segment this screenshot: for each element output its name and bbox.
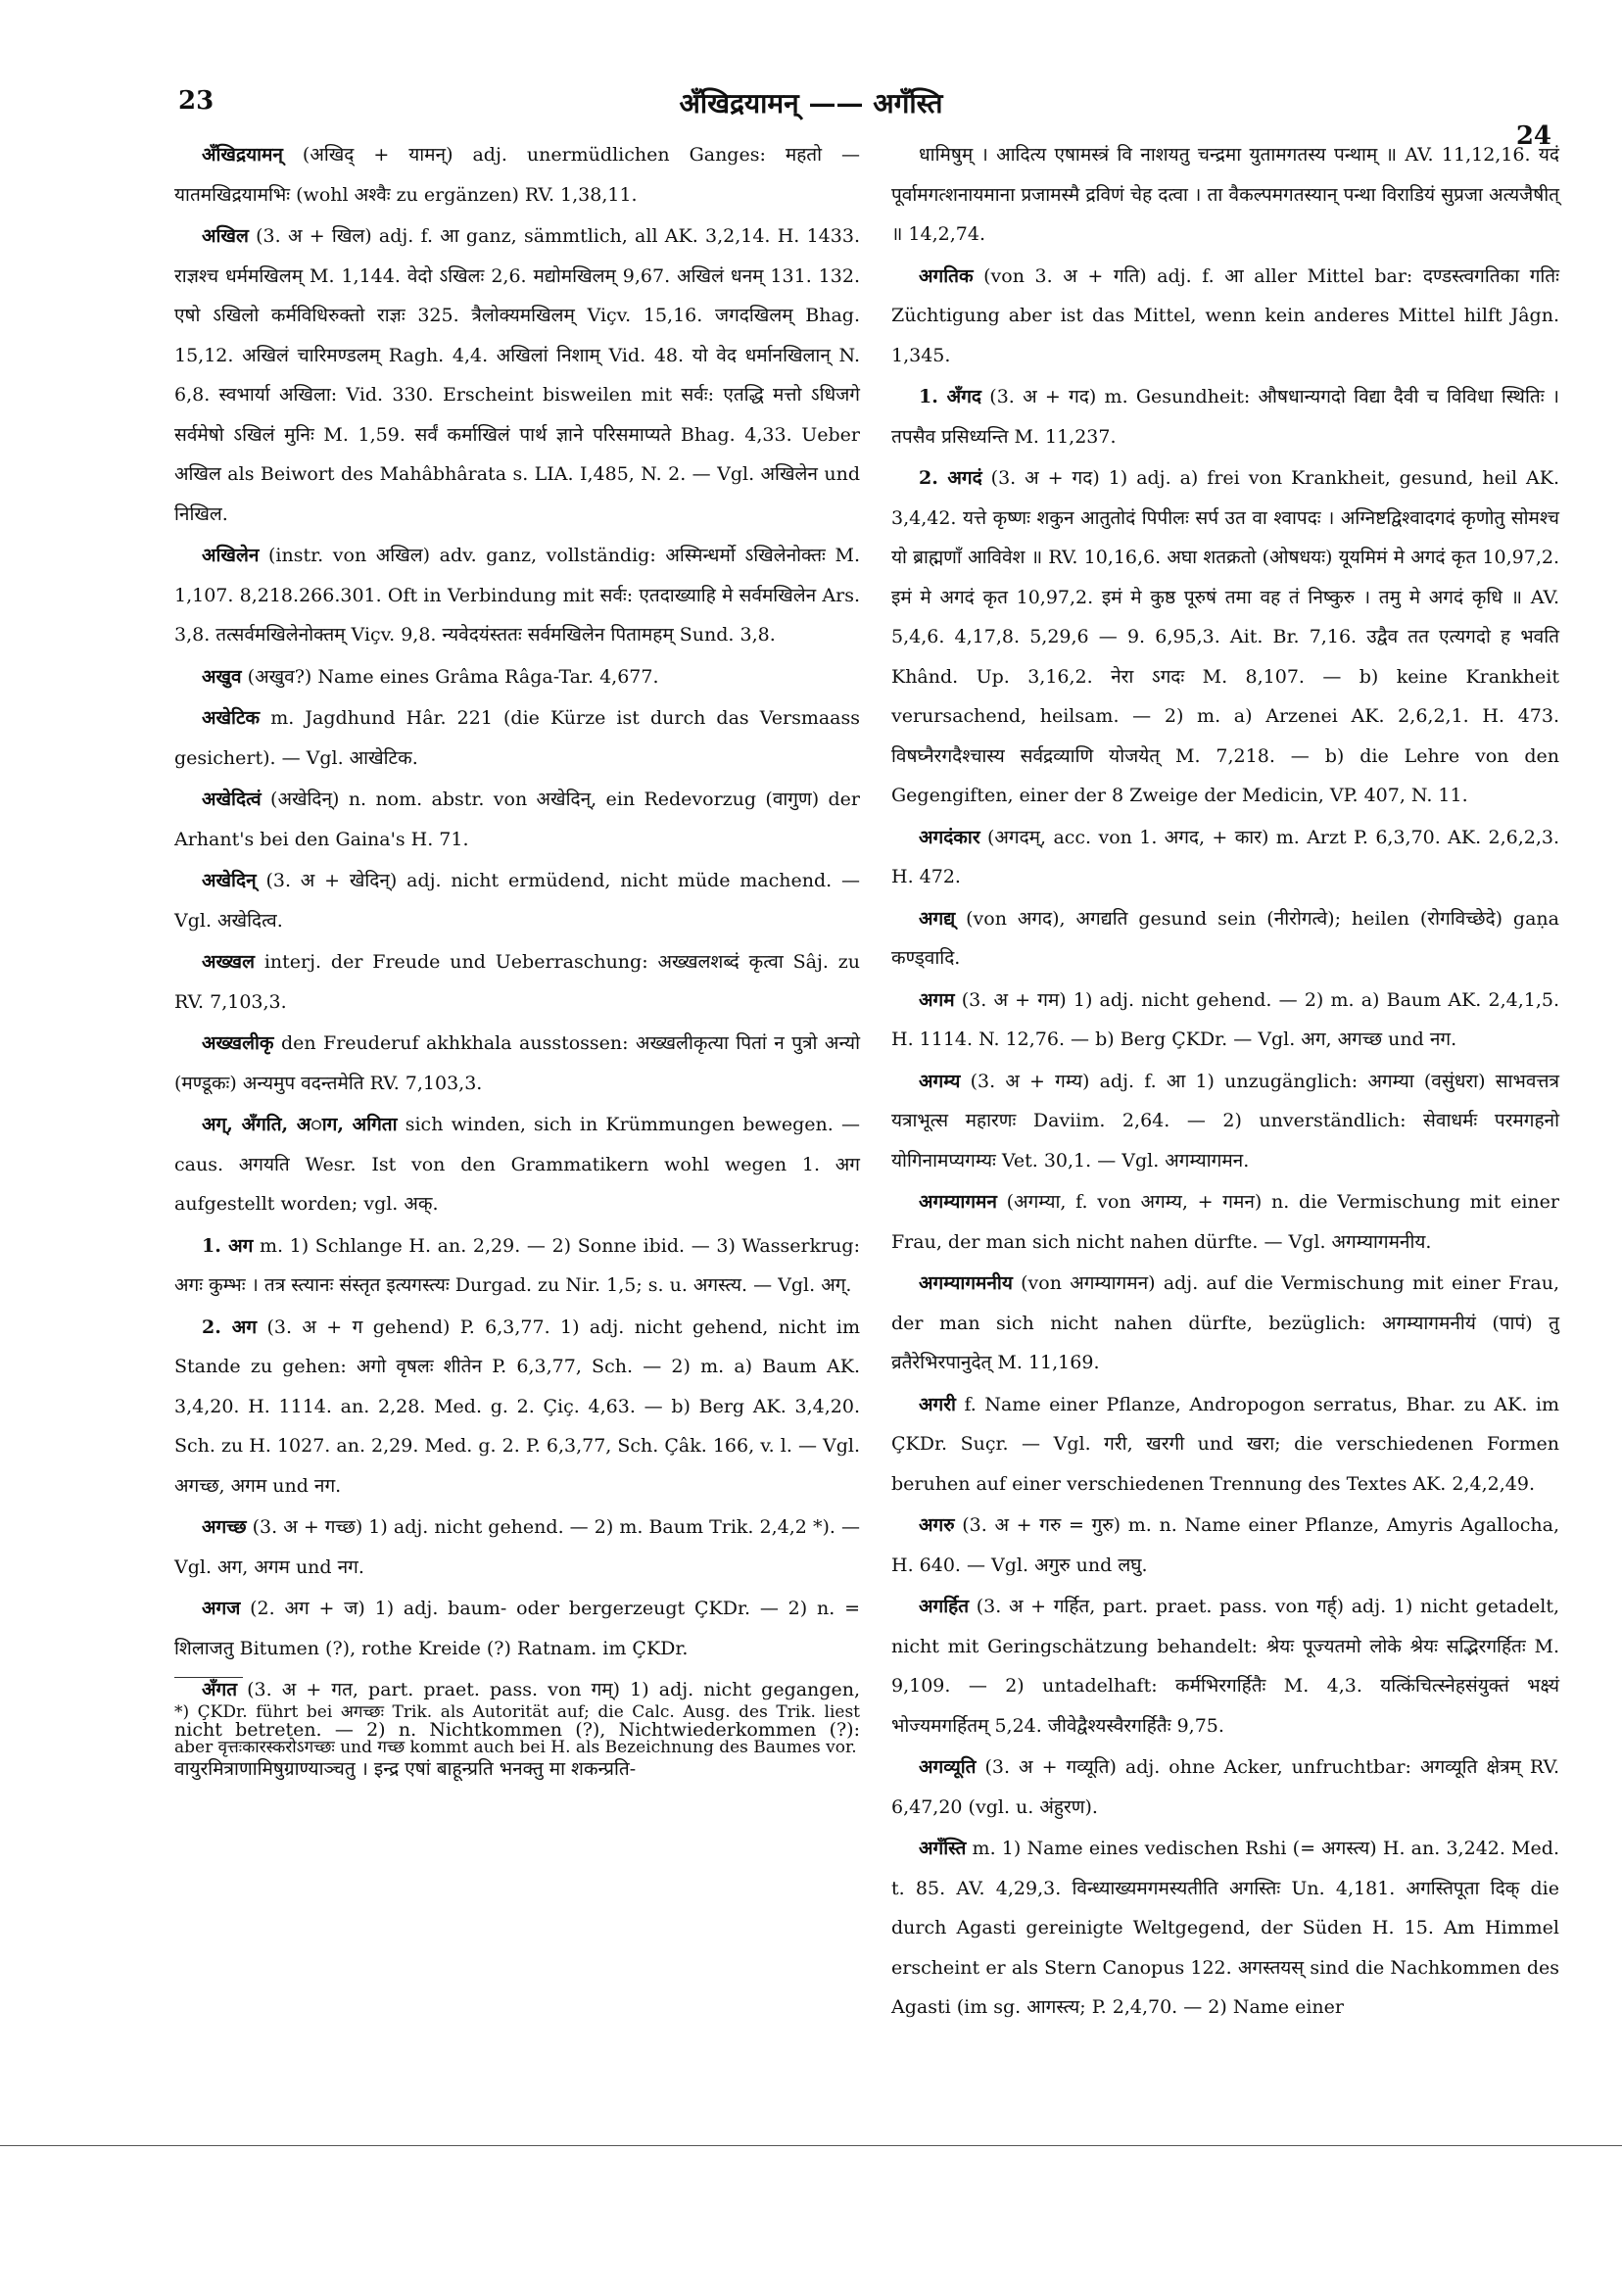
dictionary-entry <box>174 135 860 215</box>
entry-headword: अगम्यागमनीय <box>919 1272 1013 1294</box>
entry-headword: 2. अग <box>202 1315 258 1338</box>
dictionary-entry <box>891 458 1559 816</box>
dictionary-entry <box>891 1747 1559 1827</box>
entry-headword: अगतिक <box>919 264 974 287</box>
entry-headword: अखुव <box>202 665 242 688</box>
entry-headword: अगर्हित <box>919 1596 970 1617</box>
entry-text: (3. अ + गत, part. praet. pass. von गम्) 1) adj. nicht gegangen, nicht betreten. — 2) n. Nichtkommen (?), Nichtwiederkommen (?): वायुरमित्राणामिषुग्राण्याञ्चतु । इन्द्र एषां बाहून्प्रति भनक्तु मा शकन्प्रति- <box>174 1679 860 1780</box>
entry-text: f. Name einer Pflanze, Andropogon serratus, Bhar. zu AK. im ÇKDr. Suçr. — Vgl. गरी, खरगी und खरा; die verschiedenen Formen beruhen auf einer verschiedenen Trennung des Textes AK. 2,4,2,49. <box>891 1393 1559 1495</box>
dictionary-entry <box>174 1105 860 1224</box>
right-column <box>891 135 1559 2030</box>
dictionary-entry <box>174 1308 860 1507</box>
entry-text: (von 3. अ + गति) adj. f. आ aller Mittel bar: दण्डस्त्वगतिका गतिः Züchtigung aber ist das Mittel, wenn kein anderes Mittel hilft Jâgn. 1,345. <box>891 264 1559 366</box>
dictionary-entry <box>891 899 1559 979</box>
entry-text: (3. अ + गव्यूति) adj. ohne Acker, unfruchtbar: अगव्यूति क्षेत्रम् RV. 6,47,20 (vgl. u. अंहुरण). <box>891 1756 1559 1818</box>
entry-text: (अगम्या, f. von अगम्य, + गमन) n. die Vermischung mit einer Frau, der man sich nicht nahen dürfte. — Vgl. अगम्यागमनीय. <box>891 1191 1559 1253</box>
entry-text: (3. अ + खेदिन्) adj. nicht ermüdend, nicht müde machend. — Vgl. अखेदित्व. <box>174 870 860 932</box>
entry-text: (अखुव?) Name eines Grâma Râga-Tar. 4,677. <box>247 665 659 688</box>
entry-text: (instr. von अखिल) adv. ganz, vollständig: अस्मिन्धर्मो ऽखिलेनोक्तः M. 1,107. 8,218.266.301. Oft in Verbindung mit सर्वः: एतदाख्याहि मे सर्वमखिलेन Ars. 3,8. तत्सर्वमखिलेनोक्तम् Viçv. 9,8. न्यवेदयंस्ततः सर्वमखिलेन पितामहम् Sund. 3,8. <box>174 545 860 646</box>
left-column <box>174 135 860 1792</box>
dictionary-entry <box>891 1264 1559 1383</box>
entry-headword: अग्, अँगति, अाग, अगिता <box>202 1114 398 1135</box>
footnote-rule <box>174 1677 243 1678</box>
entry-text: (3. अ + गर्हित, part. praet. pass. von गर्ह्) adj. 1) nicht getadelt, nicht mit Geringschätzung behandelt: श्रेयः पूज्यतमो लोके श्रेयः सद्भिरगर्हितः M. 9,109. — 2) untadelhaft: कर्मभिरगर्हितैः M. 4,3. यत्किंचित्स्नेहसंयुक्तं भक्ष्यं भोज्यमगर्हितम् 5,24. जीवेद्वैश्यस्वैरगर्हितैः 9,75. <box>891 1596 1559 1737</box>
entry-headword: अखेदिन् <box>202 870 257 891</box>
page-number-left: 23 <box>178 86 215 116</box>
dictionary-entry <box>174 780 860 859</box>
dictionary-entry <box>174 1226 860 1306</box>
entry-headword: अगद्य् <box>919 907 956 930</box>
entry-headword: अगँस्ति <box>919 1838 967 1859</box>
entry-text: m. 1) Name eines vedischen Rshi (= अगस्त्य) H. an. 3,242. Med. t. 85. AV. 4,29,3. विन्ध्याख्यमगमस्यतीति अगस्तिः Un. 4,181. अगस्तिपूता दिक् die durch Agasti gereinigte Weltgegend, der Süden H. 15. Am Himmel erscheint er als Stern Canopus 122. अगस्तयस् sind die Nachkommen des Agasti (im sg. आगस्त्य; P. 2,4,70. — 2) Name einer <box>891 1838 1559 2018</box>
page-bottom-rule <box>0 2145 1622 2146</box>
dictionary-entry <box>891 1506 1559 1585</box>
entry-headword: अगरी <box>919 1393 956 1415</box>
entry-text: interj. der Freude und Ueberraschung: अख्खलशब्दं कृत्वा Sâj. zu RV. 7,103,3. <box>174 951 860 1013</box>
dictionary-entry <box>891 377 1559 456</box>
entry-headword: अगरु <box>919 1514 955 1536</box>
entry-headword: 1. अँगद <box>919 386 981 407</box>
dictionary-entry <box>174 657 860 697</box>
entry-text: (von अगद), अगद्यति gesund sein (नीरोगत्वे); heilen (रोगविच्छेदे) gaṇa कण्ड्वादि. <box>891 907 1559 969</box>
entry-text: (3. अ + गम) 1) adj. nicht gehend. — 2) m. a) Baum AK. 2,4,1,5. H. 1114. N. 12,76. — b) Berg ÇKDr. — Vgl. अग, अगच्छ und नग. <box>891 988 1559 1050</box>
entry-headword: अखेदित्वं <box>202 789 262 810</box>
entry-headword: अँखिद्रयामन् <box>202 144 283 166</box>
entry-headword: अँगत <box>202 1679 238 1700</box>
entry-text: (अखेदिन्) n. nom. abstr. von अखेदिन्, ein Redevorzug (वागुण) der Arhant's bei den Gaina's H. 71. <box>174 789 860 850</box>
entry-text: sich winden, sich in Krümmungen bewegen. — caus. अगयति Wesr. Ist von den Grammatikern wohl wegen 1. अग aufgestellt worden; vgl. अक्. <box>174 1114 860 1215</box>
running-header-title: अँखिद्रयामन् —— अगँस्ति <box>679 87 943 120</box>
entry-headword: 1. अग <box>202 1234 254 1257</box>
dictionary-entry <box>891 135 1559 255</box>
entry-headword: अख्खल <box>202 951 255 973</box>
entry-text: (von अगम्यागमन) adj. auf die Vermischung mit einer Frau, der man sich nicht nahen dürfte, bezüglich: अगम्यागमनीयं (पापं) तु व्रतैरेभिरपानुदेत् M. 11,169. <box>891 1272 1559 1373</box>
entry-text: (3. अ + ग gehend) P. 6,3,77. 1) adj. nicht gehend, nicht im Stande zu gehen: अगो वृषलः शीतेन P. 6,3,77, Sch. — 2) m. a) Baum AK. 3,4,20. H. 1114. an. 2,28. Med. g. 2. Çiç. 4,63. — b) Berg AK. 3,4,20. Sch. zu H. 1027. an. 2,29. Med. g. 2. P. 6,3,77, Sch. Çâk. 166, v. l. — Vgl. अगच्छ, अगम und नग. <box>174 1315 860 1497</box>
entry-headword: अगम <box>919 988 955 1011</box>
entry-headword: अगम्यागमन <box>919 1191 997 1213</box>
dictionary-entry <box>174 536 860 655</box>
entry-headword: अगम्य <box>919 1070 961 1092</box>
entry-headword: अगच्छ <box>202 1516 247 1538</box>
dictionary-entry <box>174 942 860 1022</box>
entry-text: (अगदम्, acc. von 1. अगद, + कार) m. Arzt P. 6,3,70. AK. 2,6,2,3. H. 472. <box>891 826 1560 887</box>
dictionary-entry <box>174 1024 860 1103</box>
footnote: *) ÇKDr. führt bei अगच्छः Trik. als Autorität auf; die Calc. Ausg. des Trik. liest aber वृत्तःकारस्करोऽगच्छः und गच्छ kommt auch bei H. als Bezeichnung des Baumes vor. <box>174 1702 860 1757</box>
entry-text: (अखिद् + यामन्) adj. unermüdlichen Ganges: महतो — यातमखिद्रयामभिः (wohl अश्वैः zu ergänzen) RV. 1,38,11. <box>174 144 861 206</box>
entry-text: (2. अग + ज) 1) adj. baum- oder bergerzeugt ÇKDr. — 2) n. = शिलाजतु Bitumen (?), rothe Kreide (?) Ratnam. im ÇKDr. <box>174 1598 860 1659</box>
dictionary-entry <box>891 1062 1559 1181</box>
entry-headword: अखिल <box>202 225 249 247</box>
dictionary-entry <box>891 1385 1559 1505</box>
dictionary-entry <box>174 1507 860 1587</box>
entry-headword: अखिलेन <box>202 545 260 566</box>
dictionary-entry <box>174 216 860 534</box>
dictionary-entry <box>891 257 1559 376</box>
entry-headword: अगज <box>202 1598 241 1619</box>
dictionary-entry <box>891 818 1559 897</box>
entry-headword: अगदंकार <box>919 826 980 848</box>
dictionary-entry <box>891 1587 1559 1746</box>
dictionary-entry <box>174 1589 860 1668</box>
dictionary-entry <box>174 861 860 940</box>
entry-text: (3. अ + खिल) adj. f. आ ganz, sämmtlich, all AK. 3,2,14. H. 1433. राज्ञश्च धर्ममखिलम् M. 1,144. वेदो ऽखिलः 2,6. मद्योमखिलम् 9,67. अखिलं धनम् 131. 132. एषो ऽखिलो कर्मविधिरुक्तो राज्ञः 325. त्रैलोक्यमखिलम् Viçv. 15,16. जगदखिलम् Bhag. 15,12. अखिलं चारिमण्डलम् Ragh. 4,4. अखिलां निशाम् Vid. 48. यो वेद धर्मानखिलान् N. 6,8. स्वभार्या अखिला: Vid. 330. Erscheint bisweilen mit सर्वः: एतद्धि मत्तो ऽधिजगे सर्वमेषो ऽखिलं मुनिः M. 1,59. सर्वं कर्माखिलं पार्थ ज्ञाने परिसमाप्यते Bhag. 4,33. Ueber अखिल als Beiwort des Mahâbhârata s. LIA. I,485, N. 2. — Vgl. अखिलेन und निखिल. <box>174 225 860 525</box>
entry-text: (3. अ + गरु = गुरु) m. n. Name einer Pflanze, Amyris Agallocha, H. 640. — Vgl. अगुरु und लघु. <box>891 1514 1560 1576</box>
entry-headword: अखेटिक <box>202 707 261 729</box>
entry-text: (3. अ + गद) 1) adj. a) frei von Krankheit, gesund, heil AK. 3,4,42. यत्ते कृष्णः शकुन आतुतोदं पिपीलः सर्प उत वा श्वापदः । अग्निष्टद्विश्वादगदं कृणोतु सोमश्च यो ब्राह्मणाँ आविवेश ॥ RV. 10,16,6. अघा शतक्रतो (ओषधयः) यूयमिमं मे अगदं कृत 10,97,2. इमं मे अगदं कृत 10,97,2. इमं मे कुष्ठ पूरुषं तमा वह तं निष्कुरु । तमु मे अगदं कृधि ॥ AV. 5,4,6. 4,17,8. 5,29,6 — 9. 6,95,3. Ait. Br. 7,16. उद्वैव तत एत्यगदो ह भवति Khând. Up. 3,16,2. नेरा ऽगदः M. 8,107. — b) keine Krankheit verursachend, heilsam. — 2) m. a) Arzenei AK. 2,6,2,1. H. 473. विषघ्नैरगदैश्चास्य सर्वद्रव्याणि योजयेत् M. 7,218. — b) die Lehre von den Gegengiften, einer der 8 Zweige der Medicin, VP. 407, N. 11. <box>891 467 1559 806</box>
entry-text: (3. अ + गच्छ) 1) adj. nicht gehend. — 2) m. Baum Trik. 2,4,2 *). — Vgl. अग, अगम und नग. <box>174 1516 860 1578</box>
dictionary-entry <box>891 981 1559 1060</box>
dictionary-entry <box>891 1182 1559 1262</box>
entry-text: धामिषुम् । आदित्य एषामस्त्रं वि नाशयतु चन्द्रमा युतामगतस्य पन्थाम् ॥ AV. 11,12,16. यदं पूर्वामगत्शनायमाना प्रजामस्मै द्रविणं चेह दत्वा । ता वैकल्पमगतस्यान् पन्था विराडियं सुप्रजा अत्यजैषीत् ॥ 14,2,74. <box>891 144 1559 245</box>
page-number-right: 24 <box>1515 121 1551 151</box>
entry-headword: अगव्यूति <box>919 1756 977 1778</box>
dictionary-entry <box>174 698 860 778</box>
entry-text: den Freuderuf akhkhala ausstossen: अख्खलीकृत्या पितां न पुत्रो अन्यो (मण्डूकः) अन्यमुप वदन्तमेति RV. 7,103,3. <box>174 1032 860 1094</box>
entry-text: (3. अ + गम्य) adj. f. आ 1) unzugänglich: अगम्या (वसुंधरा) साभवत्तत्र यत्राभूत्स महारणः Daviim. 2,64. — 2) unverständlich: सेवाधर्मः परमगहनो योगिनामप्यगम्यः Vet. 30,1. — Vgl. अगम्यागमन. <box>891 1070 1559 1172</box>
entry-text: m. Jagdhund Hâr. 221 (die Kürze ist durch das Versmaass gesichert). — Vgl. आखेटिक. <box>174 707 860 769</box>
entry-headword: अख्खलीकृ <box>202 1032 274 1054</box>
entry-text: (3. अ + गद) m. Gesundheit: औषधान्यगदो विद्या दैवी च विविधा स्थितिः । तपसैव प्रसिध्यन्ति M. 11,237. <box>891 386 1560 448</box>
dictionary-entry <box>891 1829 1559 2028</box>
entry-text: m. 1) Schlange H. an. 2,29. — 2) Sonne ibid. — 3) Wasserkrug: अगः कुम्भः । तत्र स्त्यानः संस्तृत इत्यगस्त्यः Durgad. zu Nir. 1,5; s. u. अगस्त्य. — Vgl. अग्. <box>174 1234 860 1296</box>
entry-headword: 2. अगदं <box>919 467 982 489</box>
